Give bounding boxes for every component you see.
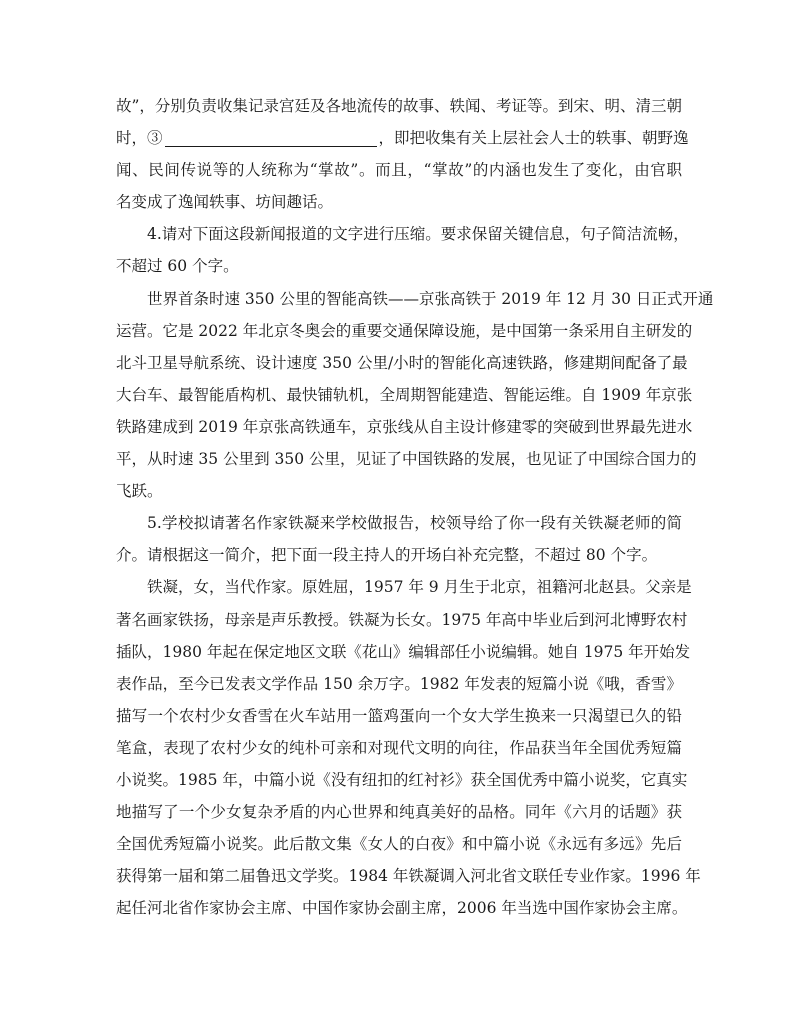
- text-line-with-blank: [116, 122, 689, 154]
- paragraph-text: 故”，分别负责收集记录宫廷及各地流传的故事、轶闻、考证等。到宋、明、清三朝: [116, 97, 682, 115]
- paragraph-text: 世界首条时速 350 公里的智能高铁——京张高铁于 2019 年 12 月 30 日正式开通: [147, 289, 714, 308]
- paragraph-text: 获得第一届和第二届鲁迅文学奖。1984 年铁凝调入河北省文联任专业作家。1996 年: [116, 867, 701, 886]
- question-5-line: [116, 507, 682, 539]
- question-text: 4.请对下面这段新闻报道的文字进行压缩。要求保留关键信息，句子简洁流畅，: [147, 225, 689, 244]
- bio-text-line: [116, 860, 701, 892]
- paragraph-text: 笔盒，表现了农村少女的纯朴可亲和对现代文明的向往，作品获当年全国优秀短篇: [116, 738, 682, 757]
- paragraph-text: 小说奖。1985 年，中篇小说《没有纽扣的红衬衫》获全国优秀中篇小说奖，它真实: [116, 770, 688, 789]
- question-text: 不超过 60 个字。: [116, 257, 239, 276]
- paragraph-text: 名变成了逸闻轶事、坊间趣话。: [116, 193, 334, 212]
- bio-text-line: [116, 668, 682, 700]
- paragraph-text: 全国优秀短篇小说奖。此后散文集《女人的白夜》和中篇小说《永远有多远》先后: [116, 835, 682, 854]
- paragraph-text: 北斗卫星导航系统、设计速度 350 公里/小时的智能化高速铁路，修建期间配备了最: [116, 353, 688, 372]
- bio-text-line: [116, 796, 682, 828]
- question-text: 介。请根据这一简介，把下面一段主持人的开场白补充完整，不超过 80 个字。: [116, 546, 658, 565]
- bio-text-line: [116, 571, 692, 603]
- news-text-line: [116, 347, 688, 379]
- text-line: [116, 90, 682, 122]
- question-text: 5.学校拟请著名作家铁凝来学校做报告，校领导给了你一段有关铁凝老师的简: [147, 514, 682, 533]
- bio-text-line: [116, 604, 688, 636]
- paragraph-text: 铁凝，女，当代作家。原姓屈，1957 年 9 月生于北京，祖籍河北赵县。父亲是: [147, 578, 692, 597]
- bio-text-line: [116, 636, 691, 668]
- bio-text-line: [116, 892, 688, 924]
- news-text-line: [116, 411, 693, 443]
- paragraph-text: 大台车、最智能盾构机、最快铺轨机，全周期智能建造、智能运维。自 1909 年京张: [116, 385, 693, 404]
- paragraph-text: 地描写了一个少女复杂矛盾的内心世界和纯真美好的品格。同年《六月的话题》获: [116, 803, 682, 822]
- paragraph-text: 表作品，至今已发表文学作品 150 余万字。1982 年发表的短篇小说《哦，香雪》: [116, 674, 682, 693]
- question-5-line: [116, 539, 682, 571]
- text-line: [116, 154, 682, 186]
- question-4-line: [116, 250, 682, 282]
- news-text-line: [116, 315, 693, 347]
- paragraph-text: 插队，1980 年起在保定地区文联《花山》编辑部任小说编辑。她自 1975 年开始发: [116, 642, 691, 661]
- paragraph-text: 运营。它是 2022 年北京冬奥会的重要交通保障设施，是中国第一条采用自主研发的: [116, 321, 693, 340]
- paragraph-text: 飞跃。: [116, 482, 163, 501]
- paragraph-text: ，即把收集有关上层社会人士的轶事、朝野逸: [378, 129, 689, 148]
- bio-text-line: [116, 764, 688, 796]
- paragraph-text: 铁路建成到 2019 年京张高铁通车，京张线从自主设计修建零的突破到世界最先进水: [116, 417, 693, 436]
- bio-text-line: [116, 828, 682, 860]
- paragraph-text: 描写一个农村少女香雪在火车站用一篮鸡蛋向一个女大学生换来一只渴望已久的铅: [116, 706, 682, 725]
- paragraph-text: 平，从时速 35 公里到 350 公里，见证了中国铁路的发展，也见证了中国综合国力的: [116, 450, 697, 469]
- paragraph-text: 时，③: [116, 129, 163, 148]
- paragraph-text: 著名画家铁扬，母亲是声乐教授。铁凝为长女。1975 年高中毕业后到河北博野农村: [116, 610, 688, 629]
- news-text-line: [116, 379, 693, 411]
- text-line: [116, 186, 682, 218]
- question-4-line: [116, 218, 689, 250]
- document-page: [116, 90, 714, 924]
- fill-in-blank-3[interactable]: [165, 128, 377, 147]
- news-text-line: [116, 443, 697, 475]
- bio-text-line: [116, 732, 682, 764]
- news-text-line: [116, 283, 714, 315]
- paragraph-text: 闻、民间传说等的人统称为“掌故”。而且，“掌故”的内涵也发生了变化，由官职: [116, 161, 682, 180]
- paragraph-text: 起任河北省作家协会主席、中国作家协会副主席，2006 年当选中国作家协会主席。: [116, 899, 688, 918]
- news-text-line: [116, 475, 682, 507]
- bio-text-line: [116, 700, 682, 732]
